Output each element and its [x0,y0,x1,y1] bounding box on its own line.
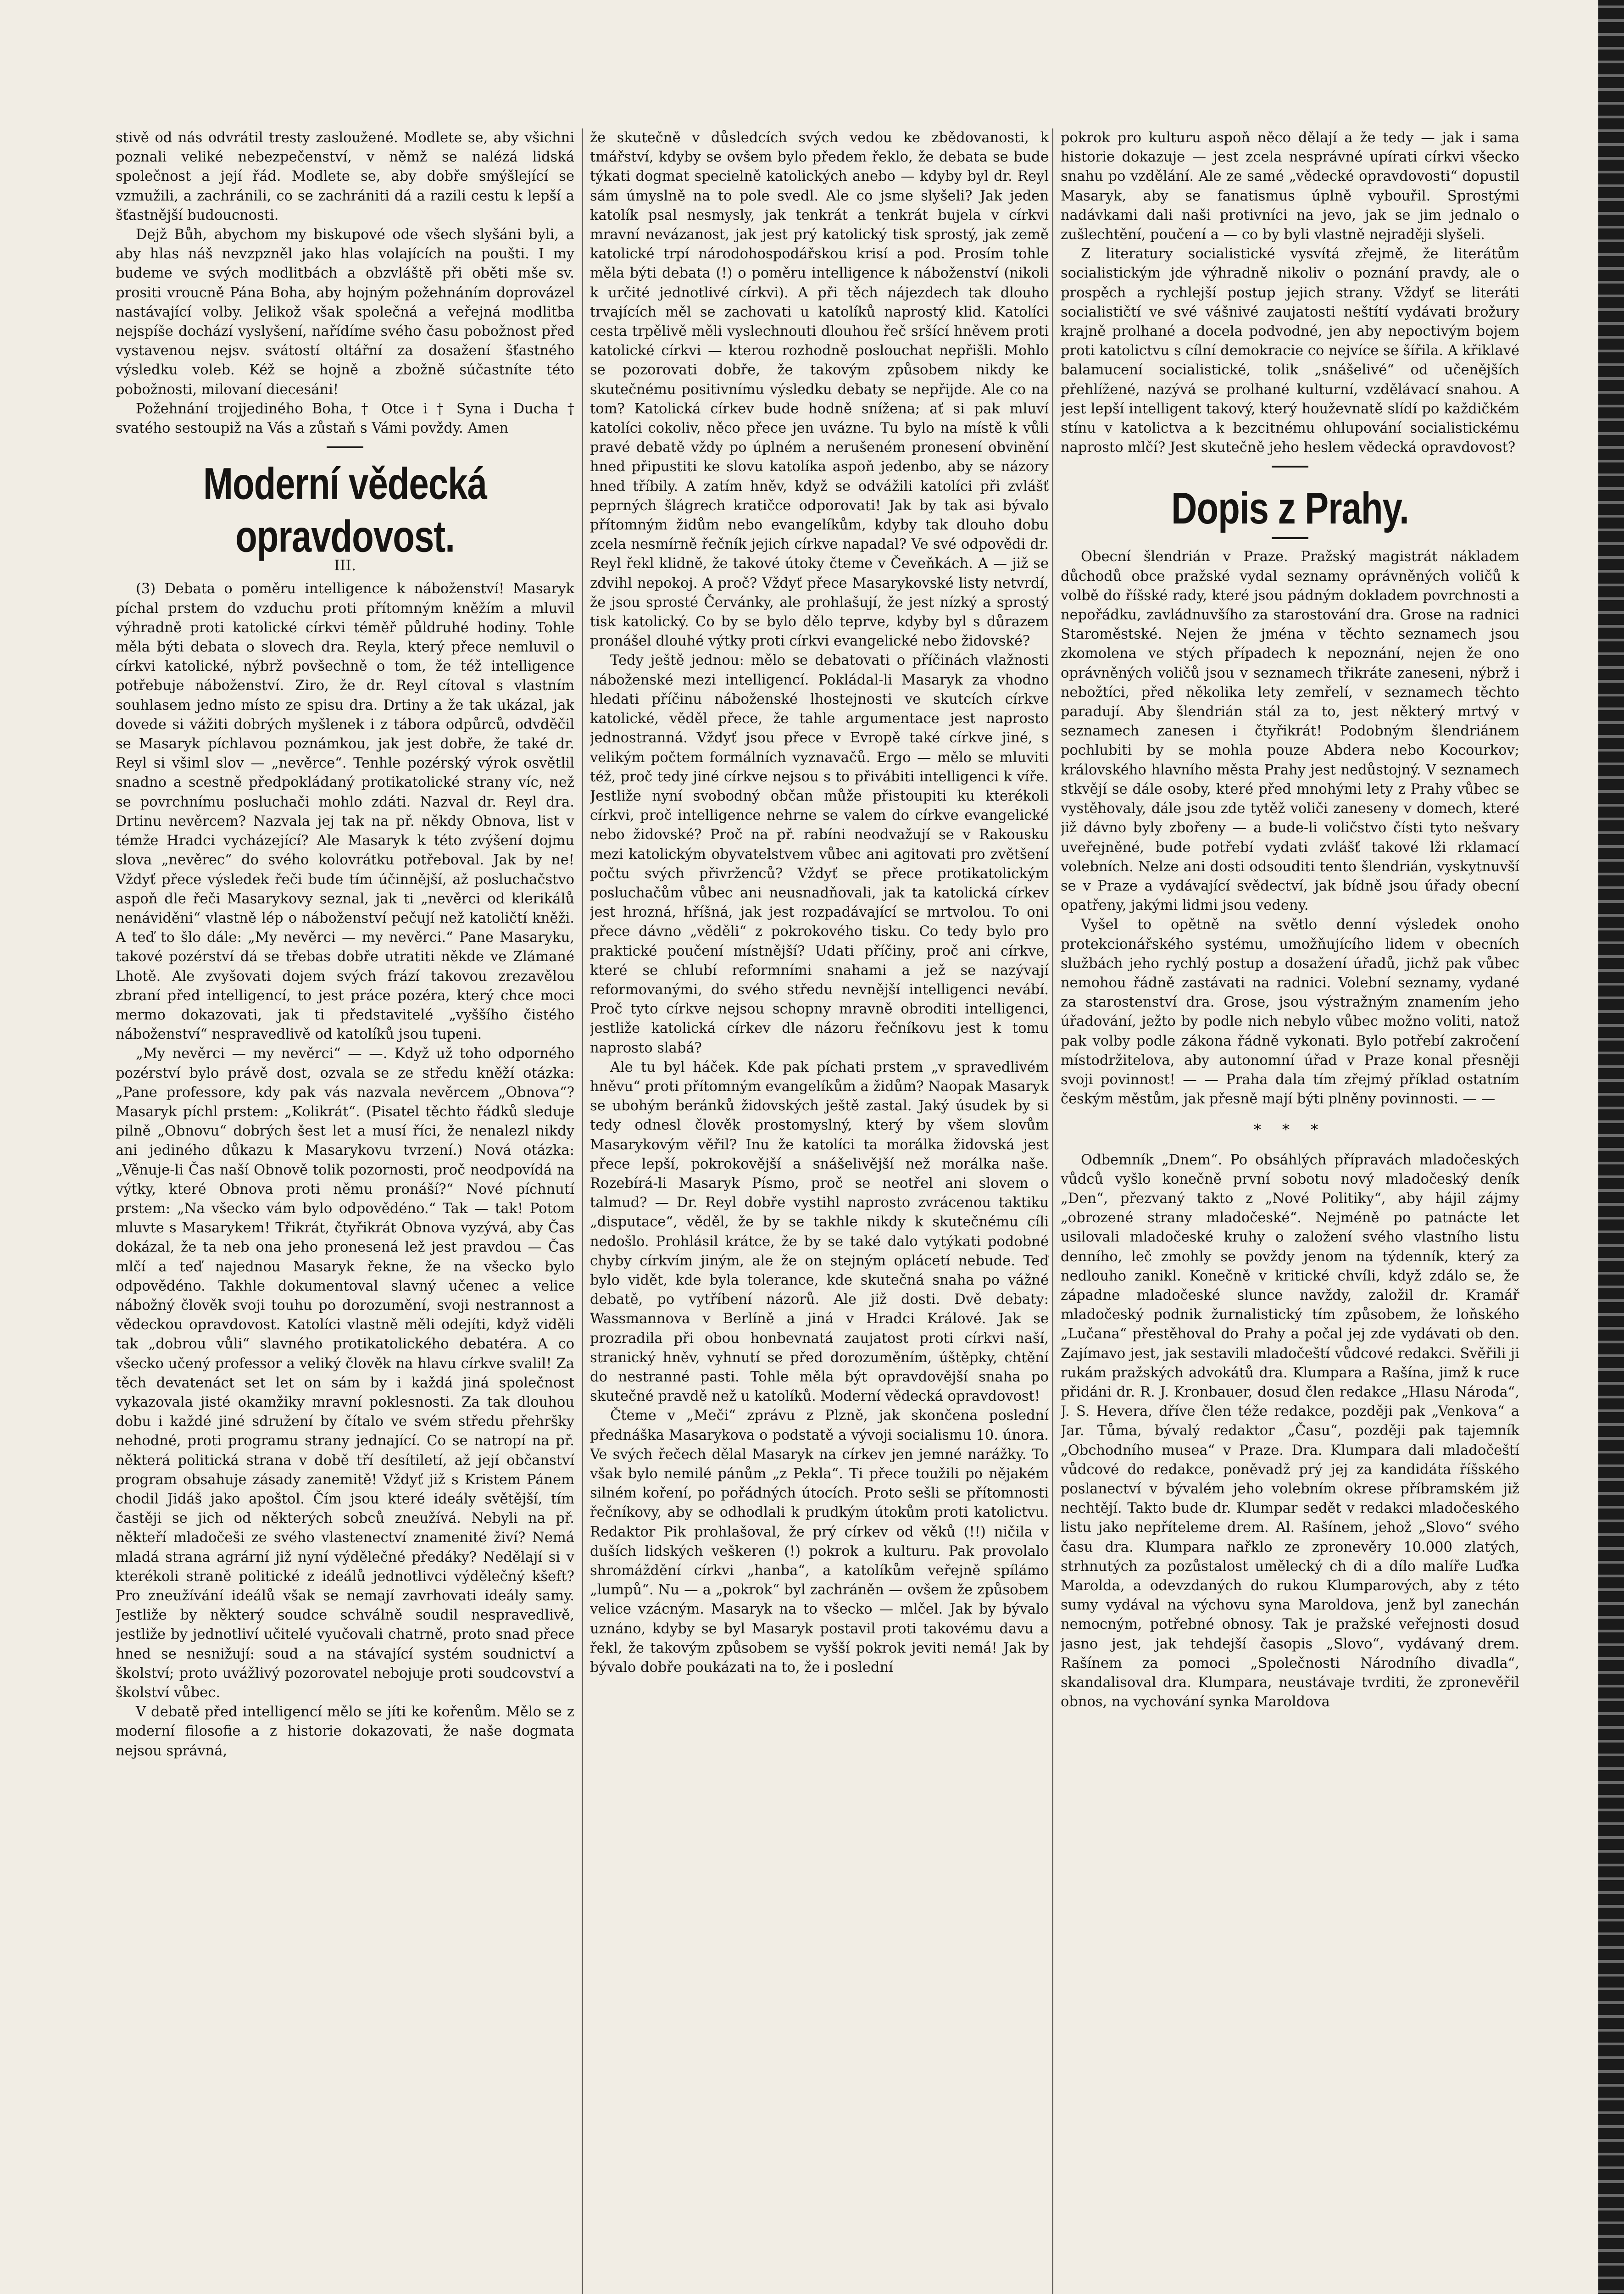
article-part-number: III. [334,557,356,574]
section-divider [327,446,363,448]
article1-paragraph-2: „My nevěrci — my nevěrci“ — —. Když už toho odporného pozérství bylo právě dost, ozvala se ze středu kněží otázka: „Pane professore, kdy pak vás nazvala nevěrcem „Obnova“? Masaryk píchl prstem: „Kolikrát“. (Pisatel těchto řádků sleduje pilně „Obnovu“ dobrých šest let a musí říci, že nenalezl nikdy ani jediného důkazu k Masarykovu tvrzení.) Nová otázka: „Věnuje-li Čas naší Obnově tolik pozornosti, proč neodpovídá na výtky, které Obnova proti němu pronáší?“ Nové píchnutí prstem: „Na všecko vám bylo odpovědéno.“ Tak — tak! Potom mluvte s Masarykem! Třikrát, čtyřikrát Obnova vyzývá, aby Čas dokázal, že ta neb ona jeho pronesená lež jest pravdou — Čas mlčí a teď najednou Masaryk řekne, že na všecko bylo odpovědéno. Takhle dokumentoval slavný učenec a velice nábožný člověk svoji touhu po dorozumění, svoji nestrannost a vědeckou opravdovost. Katolíci vlastně měli odejíti, když viděli tak „dobrou vůli“ slavného protikatolického debatéra. A co všecko učený professor a veliký člověk na hlavu církve svalil! Za těch devatenáct set let on sám by i každá jiná společnost vykazovala jisté okamžiky mravní poklesnosti. Za tak dlouhou dobu i každé jiné sdružení by čítalo ve svém středu přehršky nehodné, proti programu strany jednající. Co se natropí na př. některá politická strana v době tří desítiletí, až její občanství program obsahuje zásady zanemitě! Vždyť již s Kristem Pánem chodil Jidáš jako apoštol. Čím jsou které ideály světější, tím častěji se jich od některých sobců zneužívá. Nebyli na př. někteří mladočeši ze svého vlastenectví znamenité živí? Nemá mladá strana agrární již nyní výdělečné předáky? Nedělají si v kterékoli straně politické z ideálů jednotlivci výdělečný kšeft? Pro zneužívání ideálů však se nemají zavrhovati ideály samy. Jestliže by některý soudce schválně soudil nespravedlivě, jestliže by jednotliví učitelé vyučovali chatrně, proto snad přece hned se nesnižují: soud a na stávající systém soudnictví a školství; proto uvážlivý pozorovatel nebojuje proti soudcovství a školství vůbec. [116,1046,574,1701]
article1-paragraph-1: (3) Debata o poměru intelligence k náboženství! Masaryk píchal prstem do vzduchu proti přítomným kněžím a mluvil výhradně proti katolické církvi téměř půldruhé hodiny. Tohle měla býti debata o slovech dra. Reyla, který přece nemluvil o církvi katolické, nýbrž povšechně o tom, že též intelligence potřebuje náboženství. Ziro, že dr. Reyl cítoval s vlastním souhlasem jedno místo ze spisu dra. Drtiny a že tak ukázal, jak dovede si vážiti dobrých myšlenek i z tábora odpůrců, odvděčil se Masaryk píchlavou poznámkou, jak jest dobře, že také dr. Reyl si všiml slov — „nevěrce“. Tenhle pozérský výrok osvětlil snadno a scestně předpokládaný protikatolické strany víc, než se povrchnímu posluchači mohlo zdáti. Nazval dr. Reyl dra. Drtinu nevěrcem? Nazvala jej tak na př. někdy Obnova, list v témže Hradci vycházející? Ale Masaryk k této zvýšení dojmu slova „nevěrec“ do svého kolovrátku potřeboval. Jak by ne! Vždyť přece výsledek řeči bude tím účinnější, až posluchačstvo aspoň dle řeči Masarykovy seznal, jak ti „nevěrci od klerikálů nenáviděni“ vlastně lép o náboženství pečují než katoličtí kněži. A teď to šlo dále: „My nevěrci — my nevěrci.“ Pane Masaryku, takové pozérství dá se třebas dobře utratiti někde ve Zlámané Lhotě. Ale zvyšovati dojem svých frází takovou zrezavělou zbraní před intelligencí, to jest práce pozéra, který chce moci mermo dokazovati, jak ti představitelé „vyššího čistého náboženství“ nespravedlivě od katolíků jsou tupeni. [116,581,574,1043]
section-divider-2 [1272,466,1308,468]
article2-paragraph-2: Vyšel to opětně na světlo denní výsledek onoho protekcionářského systému, umožňujícího lidem v obecních službách jeho rychlý postup a dosažení úřadů, jichž pak vůbec nemohou řádně zastávati na radnici. Volební seznamy, vydané za starostenství dra. Grose, jsou výstražným znamením jeho úřadování, ježto by podle nich nebylo vůbec možno voliti, natož pak volby podle zákona řádně vykonati. Bylo potřebí zakročení místodržitelova, aby autonomní úřad v Praze konal přesněji svoji povinnost! — — Praha dala tím zřejmý příklad ostatním českým městům, jak přesně mají býti plněny povinnosti. — — [1061,917,1519,1108]
column-3 [1061,128,1519,2294]
article1-paragraph-7: Čteme v „Meči“ zprávu z Plzně, jak skončena poslední přednáška Masarykova o podstatě a vývoji socialismu 10. února. Ve svých řečech dělal Masaryk na církev jen jemné narážky. To však bylo nemilé pánům „z Pekla“. Ti přece toužili po nějakém silném koření, po pořádných útocích. Proto sešli se přítomnosti řečníkovy, aby se odhodlali k prudkým útokům proti katolictvu. Redaktor Pik prohlašoval, že prý církev od věků (!!) ničila v duších lidských veškeren (!) pokrok a kulturu. Pak provolalo shromáždění církvi „hanba“, a katolíkům veřejně spílámo „lumpů“. Nu — a „pokrok“ byl zachráněn — ovšem že způsobem velice vzácným. Masaryk na to všecko — mlčel. Jak by bývalo uznáno, kdyby se byl Masaryk postavil proti takovému davu a řekl, že takovým způsobem se vyšší pokrok jeviti nemá! Jak by bývalo dobře poukázati na to, že i poslední [590,1408,1049,1676]
lead-paragraph-2: Dejž Bůh, abychom my biskupové ode všech slyšáni byli, a aby hlas náš nevzpzněl jako hlas volajících na poušti. I my budeme ve svých modlitbách a obzvláště při oběti mše sv. prositi vroucně Pána Boha, aby hojným požehnáním doprovázel nastávající volby. Jelikož však společná a veřejná modlitba nejspíše dochází vyslyšení, nařídíme svého času pobožnost před vystavenou nejsv. svátostí oltářní za dosažení šťastného výsledku voleb. Kéž se hojně a zbožně súčastníte této pobožnosti, milovaní diecesáni! [116,227,574,398]
column-2 [590,128,1049,2294]
article-headline-1: Moderní vědecká opravdovost. [203,458,487,562]
article2-paragraph-3: Odbemník „Dnem“. Po obsáhlých přípravách mladočeských vůdců vyšlo konečně první sobotu nový mladočeský deník „Den“, přezvaný takto z „Nové Politiky“, aby hájil zájmy „obrozené strany mladočeské“. Nejméně po patnácte let usilovali mladočeské kruhy o založení svého vlastního listu denního, leč zmohly se povždy jenom na týdenník, který za nedlouho zanikl. Konečně v kritické chvíli, když zdálo se, že západne mladočeské slunce navždy, založil dr. Kramář mladočeský podnik žurnalistický tím způsobem, že loňského „Lučana“ přestěhoval do Prahy a počal jej zde vydávati ob den. Zajímavo jest, jak sestavili mladočeští vůdcové redakci. Svěřili ji rukám pražských advokátů dra. Klumpara a Rašína, jimž k ruce přidáni dr. R. J. Kronbauer, dosud člen redakce „Hlasu Národa“, J. S. Hevera, dříve člen téže redakce, později pak „Venkova“ a Jar. Tůma, bývalý redaktor „Času“, později pak tajemník „Obchodního musea“ v Praze. Dra. Klumpara dali mladočeští vůdcové do redakce, poněvadž prý jej za kandidáta říšského poslanectví v bývalém jeho volebním okrese příbramském již nechtějí. Takto bude dr. Klumpar sedět v redakci mladočeského listu jako nepříteleme drem. Al. Rašínem, jehož „Slovo“ svého času dra. Klumpara nařklo ze zpronevěry 10.000 zlatých, strhnutých za pozůstalost umělecký ch di a dílo malíře Luďka Marolda, a odevzdaných do rukou Klumparových, aby z této sumy vydával na výchovu syna Maroldova, jenž byl zanechán nemocným, potřebné obnosy. Tak je pražské veřejnosti dosud jasno jest, jak tehdejší časopis „Slovo“, vydávaný drem. Rašínem za pomoci „Společnosti Národního divadla“, skandalisoval dra. Klumpara, neustávaje tvrditi, že zpronevěřil obnos, na vychování synka Maroldova [1061,1152,1519,1710]
article1-paragraph-8: pokrok pro kulturu aspoň něco dělají a že tedy — jak i sama historie dokazuje — jest zcela nesprávné upírati církvi všecko snahu po vzdělání. Ale ze samé „vědecké opravdovosti“ dopustil Masaryk, aby se fanatismus úplně vybouřil. Sprostými nadávkami dali naši protivníci na jevo, jak se jim jednalo o zušlechtění, poučení a — co by byli vlastně nejraději slyšeli. [1061,130,1519,243]
article1-paragraph-4: že skutečně v důsledcích svých vedou ke zbědovanosti, k tmářství, kdyby se ovšem bylo předem řeklo, že debata se bude týkati dogmat specielně katolických anebo — kdyby byl dr. Reyl sám úmyslně na to pole svedl. Ale co jsme slyšeli? Jak jeden katolík psal nesmysly, jak tenkrát a tenkrát bujela v církvi mravní nevázanost, jak jest prý katolický tisk sprostý, jak země katolické trpí národohospodářskou krisí a pod. Prosím tohle měla býti debata (!) o poměru intelligence k náboženství (nikoli k určité jednotlivé církvi). A při těch nájezdech tak dlouho trvajících měl se zachovati u katolíků naprostý klid. Katolíci cesta trpělivě měli vyslechnouti dlouhou řeč sršící hněvem proti katolické církvi — kterou rozhodně poslouchat nepřišli. Mohlo se pozorovati dobře, že takovým způsobem nikdy ke skutečnému positivnímu výsledku debaty se nepřijde. Ale co na tom? Katolická církev bude hodně snížena; ať si pak mluví katolíci cokoliv, něco přece jen uvázne. Tu bylo na místě k vůli pravé debatě vždy po úplném a nerušeném pronesení obvinění hned připustiti ke slovu katolíka aspoň jedenbo, aby se názory hned tříbily. A zatím hněv, když se odvážili katolíci při zvlášť peprných šlágrech kratičce odporovati! Jak by tak asi bývalo přítomným židům nebo evangelíkům, kdyby tak dlouho dobu zcela nesmírně řečník jejich církve napadal? Ve své odpovědi dr. Reyl řekl klidně, že takové útoky čteme v Čeveňkách. A — již se zdvihl nepokoj. A proč? Vždyť přece Masarykovské listy netvrdí, že jsou sprosté Červánky, ale prohlašují, že jest nízký a sprostý tisk katolický. Co by se bylo dělo teprve, kdyby byl s důrazem pronášel dlouhé výtky proti církvi evangelické nebo židovské? [590,130,1049,650]
article2-paragraph-1: Obecní šlendrián v Praze. Pražský magistrát nákladem důchodů obce pražské vydal seznamy oprávněných voličů k volbě do říšské rady, které jsou pádným dokladem povrchnosti a nepořádku, zavládnuvšího za starostování dra. Grose na radnici Staroměstské. Nejen že jména v těchto seznamech jsou zkomolena ve stých případech k nepoznání, nejen že ono oprávněných voličů jsou v seznamech třikráte zaneseni, nýbrž i nebožtíci, před několika lety zemřelí, v seznamech těchto paradují. Aby šlendrián stál za to, jest některý mrtvý v seznamech zanesen i čtyřikrát! Podobným šlendriánem pochlubiti by se mohla pouze Abdera nebo Kocourkov; královského hlavního města Prahy jest nedůstojný. V seznamech stkvějí se dále osoby, které před mnohými lety z Prahy vůbec se vystěhovaly, dále jsou zde tytěž voliči zaneseny v domech, které již dávno byly zbořeny — a bude-li voličstvo čísti tyto nešvary uveřejněné, bude potřebí vydati zvlášť takové lži rklamací volebních. Nelze ani dosti odsouditi tento šlendrián, vyskytnuvší se v Praze a vydávající svědectví, jak bídně jsou úřady obecní opatřeny, jakými lidmi jsou vedeny. [1061,549,1519,914]
column-rule-1 [582,128,583,2294]
article1-paragraph-6: Ale tu byl háček. Kde pak píchati prstem „v spravedlivém hněvu“ proti přítomným evangelíkům a židům? Naopak Masaryk se ubohým beránků židovských ještě zastal. Jaký úsudek by si tedy odnesl člověk prostomyslný, který by všem slovům Masarykovým věřil? Inu že katolíci ta morálka židovská jest přece lepší, pokrokovější a snášelivější než morálka naše. Rozebírá-li Masaryk Písmo, proč se neotřel ani slovem o talmud? — Dr. Reyl dobře vystihl naprosto zvrácenou taktiku „disputace“, věděl, že by se takhle nikdy k skutečnému cíli nedošlo. Prohlásil krátce, že by se také dalo vytýkati podobné chyby církvím jiným, ale že on stejným oplácetí nebude. Teď bylo vidět, kde byla tolerance, kde skutečná snaha po vážné debatě, po vytříbení názorů. Ale již dosti. Dvě debaty: Wassmannova v Berlíně a jiná v Hradci Králové. Jak se prozradila při obou honbevnatá zaujatost proti církvi naší, stranický hněv, vyhnutí se před dorozuměním, úštěpky, chtění do nestranné pasti. Tohle měla být opravdovější snaha po skutečné pravdě než u katolíků. Moderní vědecká opravdovost! [590,1059,1049,1405]
stars-separator: * * * [1253,1121,1327,1139]
section-divider-3 [1272,537,1308,539]
lead-paragraph-3: Požehnání trojjediného Boha, † Otce i † Syna i Ducha † svatého sestoupiž na Vás a zůstaň s Vámi povždy. Amen [116,401,574,437]
page-edge-binding [1598,0,1624,2294]
lead-paragraph-1: stivě od nás odvrátil tresty zasloužené. Modlete se, aby všichni poznali veliké nebezpečenství, v němž se nalézá lidská společnost a její řád. Modlete se, aby dobře smýšlející se vzmužili, a zachránili, co se zachrániti dá a razili cestu k lepší a šťastnější budoucnosti. [116,130,574,223]
article1-paragraph-9: Z literatury socialistické vysvítá zřejmě, že literátům socialistickým jde výhradně nikoliv o poznání pravdy, ale o prospěch a rychlejší postup jejich strany. Vždyť se literáti socialističtí ve své vášnivé zaujatosti neštítí vydávati brožury krajně prolhané a docela podvodné, jen aby nepoctivým bojem proti katolictvu s cílní demokracie co nejvíce se šířila. A křiklavé balamucení socialistické, tolik „snášelivé“ od učenějších přehlížené, nazývá se prolhané kulturní, vzdělávací snahou. A jest lepší intelligent takový, který houževnatě slídí po každičkém stínu v katolictva a k bezcitnému ohlupování socialistickému naprosto mlčí? Jest skutečně jeho heslem vědecká opravdovost? [1061,246,1519,456]
article1-paragraph-3: V debatě před intelligencí mělo se jíti ke kořenům. Mělo se z moderní filosofie a z historie dokazovati, že naše dogmata nejsou správná, [116,1704,574,1759]
article-headline-2: Dopis z Prahy. [1171,483,1409,534]
column-1 [116,128,574,2294]
article1-paragraph-5: Tedy ještě jednou: mělo se debatovati o příčinách vlažnosti náboženské mezi intelligencí. Pokládal-li Masaryk za vhodno hledati příčinu náboženské lhostejnosti ve skutcích církve katolické, věděl přece, že tahle argumentace jest naprosto jednostranná. Vždyť jsou přece v Evropě také církve jiné, s velikým počtem formálních vyznavačů. Ergo — mělo se mluviti též, proč tedy jiné církve nejsou s to přivábiti intelligenci k víře. Jestliže nyní svobodný občan může přistoupiti ku kterékoli církvi, proč intelligence nehrne se valem do církve evangelické nebo židovské? Proč na př. rabíni neodvažují se v Rakousku mezi katolickým obyvatelstvem vůbec ani agitovati pro zvětšení počtu svých přivrženců? Vždyť se přece protikatolickým posluchačům vůbec ani neusnadňovali, jak ta katolická církev jest hrozná, hříšná, jak jest rozpadávající se mrtvolou. To oni přece dávno „věděli“ z pokrokového tisku. Co tedy bylo pro praktické poučení místnější? Udati příčiny, proč ani církve, které se chlubí reformními snahami a jež se nazývají reformovanými, do svého středu nevnější intelligenci nevábí. Proč tyto církve nejsou schopny mravně obroditi intelligenci, jestliže katolická církev dle názoru řečníkovu jest k tomu naprosto slabá? [590,652,1049,1056]
column-rule-2 [1052,128,1053,2294]
